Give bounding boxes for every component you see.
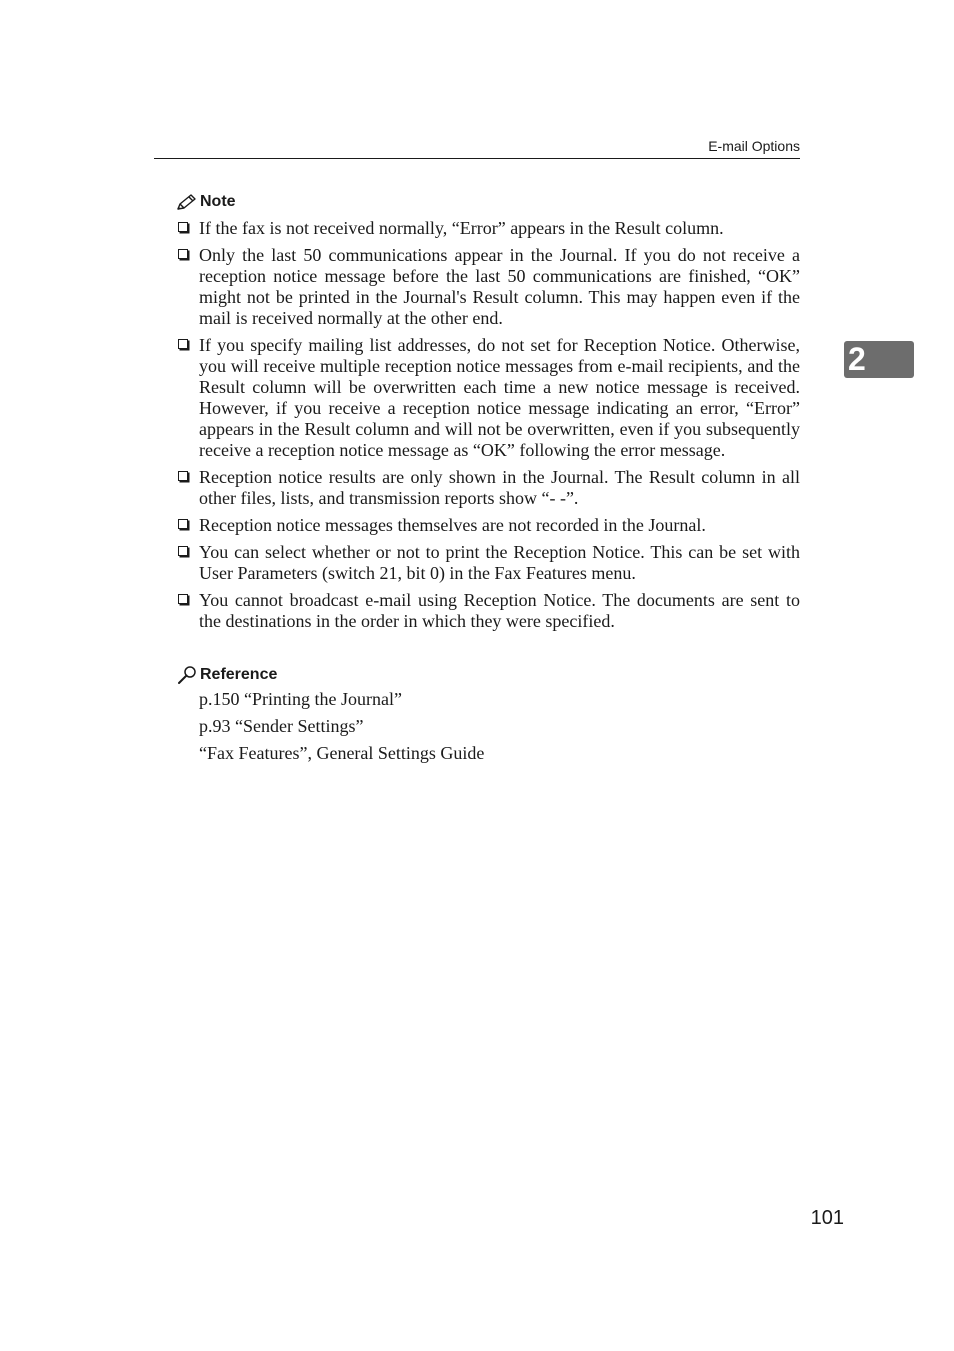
checkbox-bullet-icon bbox=[178, 519, 188, 529]
note-item-text: You cannot broadcast e-mail using Reception Notice. The documents are sent to the destinations in the order in which they were specified. bbox=[199, 590, 800, 631]
note-item bbox=[176, 467, 800, 509]
note-heading bbox=[176, 193, 236, 211]
note-item bbox=[176, 590, 800, 632]
reference-list bbox=[199, 689, 484, 770]
note-item-text: Reception notice messages themselves are not recorded in the Journal. bbox=[199, 515, 706, 535]
reference-heading bbox=[176, 665, 277, 685]
header-divider bbox=[154, 158, 800, 159]
checkbox-bullet-icon bbox=[178, 546, 188, 556]
page-number: 101 bbox=[810, 1207, 844, 1229]
checkbox-bullet-icon bbox=[178, 339, 188, 349]
note-item bbox=[176, 542, 800, 584]
chapter-number: 2 bbox=[848, 341, 866, 377]
note-heading-label: Note bbox=[200, 193, 236, 210]
checkbox-bullet-icon bbox=[178, 249, 188, 259]
checkbox-bullet-icon bbox=[178, 222, 188, 232]
checkbox-bullet-icon bbox=[178, 471, 188, 481]
magnifier-icon bbox=[176, 665, 198, 685]
note-item-text: You can select whether or not to print the Reception Notice. This can be set with User Parameters (switch 21, bit 0) in the Fax Features menu. bbox=[199, 542, 800, 583]
note-item-text: If the fax is not received normally, “Error” appears in the Result column. bbox=[199, 218, 724, 238]
note-item-text: Reception notice results are only shown in the Journal. The Result column in all other files, lists, and transmission reports show “- -”. bbox=[199, 467, 800, 508]
chapter-tab bbox=[844, 341, 914, 378]
pencil-icon bbox=[176, 193, 198, 211]
reference-link[interactable]: “Fax Features”, General Settings Guide bbox=[199, 743, 485, 763]
running-header: E-mail Options bbox=[708, 138, 800, 154]
reference-link[interactable]: p.93 “Sender Settings” bbox=[199, 716, 364, 736]
note-item bbox=[176, 218, 800, 239]
note-item bbox=[176, 335, 800, 461]
note-list bbox=[176, 218, 800, 638]
checkbox-bullet-icon bbox=[178, 594, 188, 604]
note-item bbox=[176, 245, 800, 329]
reference-link[interactable]: p.150 “Printing the Journal” bbox=[199, 689, 402, 709]
note-item-text: If you specify mailing list addresses, do not set for Reception Notice. Otherwise, you will receive multiple reception notice messages from e-mail recipients, and the Result column will be overwritten each time a new notice message is received. However, if you receive a reception notice message indicating an error, “Error” appears in the Result column and will not be overwritten, even if you subsequently receive a reception notice message as “OK” following the error message. bbox=[199, 335, 800, 460]
note-item-text: Only the last 50 communications appear in the Journal. If you do not receive a reception notice message before the last 50 communications are finished, “OK” might not be printed in the Journal's Result column. This may happen even if the mail is received normally at the other end. bbox=[199, 245, 800, 328]
reference-heading-label: Reference bbox=[200, 666, 278, 683]
note-item bbox=[176, 515, 800, 536]
